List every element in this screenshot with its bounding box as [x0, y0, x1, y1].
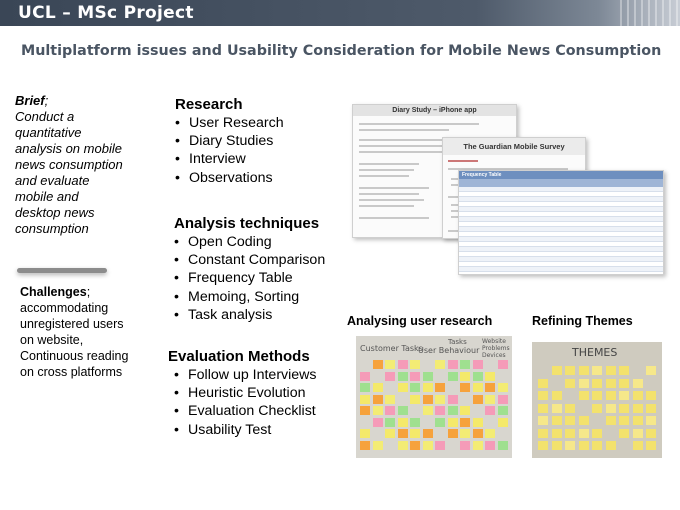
sticky-note: [606, 391, 616, 400]
sticky-note: [360, 406, 370, 415]
sticky-note: [633, 416, 643, 425]
sticky-note: [385, 406, 395, 415]
sticky-note: [579, 379, 589, 388]
sticky-note: [498, 406, 508, 415]
challenges-block: Challenges; accommodating unregistered users on website, Continuous reading on cross platforms: [20, 285, 129, 379]
sticky-note: [473, 360, 483, 369]
research-heading: Research: [175, 96, 243, 113]
sticky-note: [373, 441, 383, 450]
sticky-note: [538, 404, 548, 413]
sticky-note: [385, 395, 395, 404]
wall-label: Customer Tasks: [360, 344, 423, 353]
sticky-note: [385, 360, 395, 369]
list-item: • Open Coding: [174, 234, 272, 250]
sticky-note: [435, 441, 445, 450]
sticky-note: [498, 360, 508, 369]
sticky-note: [460, 441, 470, 450]
sticky-note: [633, 441, 643, 450]
sticky-note: [619, 379, 629, 388]
sticky-note: [485, 441, 495, 450]
list-item: • User Research: [175, 115, 284, 131]
sticky-note: [435, 383, 445, 392]
analysing-research-photo: [356, 336, 512, 458]
evaluation-section: [168, 348, 317, 439]
sticky-note: [592, 366, 602, 375]
sticky-note: [646, 416, 656, 425]
sticky-note: [485, 395, 495, 404]
sticky-note: [460, 406, 470, 415]
sticky-note: [633, 379, 643, 388]
sticky-note: [606, 441, 616, 450]
sticky-note: [579, 429, 589, 438]
divider: [17, 268, 107, 273]
sticky-note: [565, 441, 575, 450]
sticky-note: [498, 383, 508, 392]
analysis-heading: Analysis techniques: [174, 215, 320, 232]
sticky-note: [485, 429, 495, 438]
sticky-note: [579, 441, 589, 450]
sticky-note: [435, 395, 445, 404]
research-section: [175, 96, 284, 187]
sticky-note: [435, 406, 445, 415]
sticky-note: [398, 360, 408, 369]
sticky-note: [423, 441, 433, 450]
sticky-note: [565, 429, 575, 438]
sticky-note: [360, 429, 370, 438]
sticky-note: [485, 383, 495, 392]
sticky-note: [619, 391, 629, 400]
sticky-note: [410, 372, 420, 381]
brief-label: Brief: [15, 93, 45, 108]
themes-label: THEMES: [572, 346, 618, 359]
wall-label: Website Problems Devices: [482, 338, 510, 359]
sticky-note: [360, 383, 370, 392]
sticky-note: [460, 360, 470, 369]
sticky-note: [538, 416, 548, 425]
sticky-note: [410, 429, 420, 438]
sticky-note: [448, 406, 458, 415]
sticky-note: [410, 360, 420, 369]
sticky-note: [592, 379, 602, 388]
sticky-note: [579, 366, 589, 375]
evaluation-list: [174, 366, 317, 439]
sticky-note: [435, 418, 445, 427]
sticky-note: [410, 395, 420, 404]
title-bar-decoration: [620, 0, 680, 26]
sticky-note: [410, 418, 420, 427]
sticky-note: [606, 404, 616, 413]
title-bar: [0, 0, 680, 26]
analysing-caption: Analysing user research: [347, 314, 493, 328]
frequency-table-row: [459, 272, 663, 275]
sticky-note: [473, 429, 483, 438]
page-title: UCL – MSc Project: [18, 3, 194, 23]
sticky-note: [373, 418, 383, 427]
sticky-note: [552, 441, 562, 450]
list-item: • Task analysis: [174, 306, 273, 323]
sticky-note: [423, 372, 433, 381]
analysis-list: [174, 233, 325, 324]
sticky-note: [423, 429, 433, 438]
sticky-note: [606, 366, 616, 375]
sticky-note: [460, 372, 470, 381]
sticky-note: [619, 416, 629, 425]
sticky-note: [619, 366, 629, 375]
analysis-section: [174, 215, 325, 324]
sticky-note: [633, 391, 643, 400]
list-item: • Memoing, Sorting: [174, 288, 300, 305]
list-item: • Diary Studies: [175, 133, 274, 150]
wall-label: Tasks: [448, 338, 467, 346]
sticky-note: [360, 441, 370, 450]
sticky-note: [423, 383, 433, 392]
sticky-note: [460, 429, 470, 438]
sticky-note: [498, 441, 508, 450]
sticky-note: [579, 416, 589, 425]
sticky-note: [385, 429, 395, 438]
sticky-note: [579, 391, 589, 400]
list-item: • Interview: [175, 151, 246, 168]
sticky-note: [360, 395, 370, 404]
sticky-note: [398, 372, 408, 381]
sticky-note: [552, 416, 562, 425]
sticky-note: [606, 379, 616, 388]
sticky-note: [473, 418, 483, 427]
sticky-note: [552, 404, 562, 413]
sticky-note: [373, 383, 383, 392]
sticky-note: [646, 366, 656, 375]
page-subtitle: Multiplatform issues and Usability Consideration for Mobile News Consumption: [21, 43, 662, 59]
sticky-note: [592, 404, 602, 413]
sticky-note: [410, 383, 420, 392]
sticky-note: [646, 441, 656, 450]
sticky-note: [485, 372, 495, 381]
list-item: • Usability Test: [174, 421, 272, 438]
sticky-note: [592, 391, 602, 400]
sticky-note: [538, 441, 548, 450]
sticky-note: [565, 379, 575, 388]
sticky-note: [423, 395, 433, 404]
list-item: • Frequency Table: [174, 270, 293, 287]
diary-study-title: Diary Study – iPhone app: [353, 105, 516, 116]
sticky-note: [552, 391, 562, 400]
sticky-note: [448, 418, 458, 427]
list-item: • Follow up Interviews: [174, 367, 317, 383]
sticky-note: [448, 395, 458, 404]
sticky-note: [398, 441, 408, 450]
sticky-note: [619, 429, 629, 438]
sticky-note: [385, 372, 395, 381]
refining-caption: Refining Themes: [532, 314, 633, 328]
sticky-note: [460, 383, 470, 392]
sticky-note: [633, 429, 643, 438]
sticky-note: [498, 395, 508, 404]
brief-block: Brief; Conduct a quantitative analysis on mobile news consumption and evaluate mobile and desktop news consumption: [15, 93, 123, 236]
sticky-note: [448, 360, 458, 369]
sticky-note: [373, 360, 383, 369]
sticky-note: [473, 383, 483, 392]
sticky-note: [385, 418, 395, 427]
frequency-table-title: Frequency Table: [459, 171, 663, 179]
list-item: • Observations: [175, 169, 273, 186]
sticky-note: [592, 441, 602, 450]
list-item: • Heuristic Evolution: [174, 385, 306, 402]
sticky-note: [448, 429, 458, 438]
sticky-note: [646, 391, 656, 400]
sticky-note: [398, 383, 408, 392]
sticky-note: [435, 360, 445, 369]
refining-themes-photo: [532, 342, 662, 458]
sticky-note: [552, 366, 562, 375]
research-list: [175, 114, 284, 187]
sticky-note: [460, 418, 470, 427]
sticky-note: [373, 406, 383, 415]
sticky-note: [398, 406, 408, 415]
sticky-note: [398, 418, 408, 427]
sticky-note: [498, 418, 508, 427]
sticky-note: [565, 404, 575, 413]
list-item: • Constant Comparison: [174, 252, 326, 269]
sticky-note: [646, 429, 656, 438]
sticky-note: [606, 416, 616, 425]
sticky-note: [473, 372, 483, 381]
survey-title: The Guardian Mobile Survey: [443, 138, 585, 155]
evaluation-heading: Evaluation Methods: [168, 348, 310, 365]
sticky-note: [373, 395, 383, 404]
sticky-note: [538, 429, 548, 438]
sticky-note: [592, 429, 602, 438]
sticky-note: [398, 429, 408, 438]
sticky-note: [565, 366, 575, 375]
sticky-note: [448, 372, 458, 381]
sticky-note: [552, 429, 562, 438]
list-item: • Evaluation Checklist: [174, 403, 316, 420]
sticky-note: [565, 416, 575, 425]
sticky-note: [538, 379, 548, 388]
sticky-note: [473, 395, 483, 404]
sticky-note: [473, 441, 483, 450]
brief-text: Conduct a quantitative analysis on mobile news consumption and evaluate mobile and desktop news consumption: [15, 109, 123, 236]
sticky-note: [633, 404, 643, 413]
frequency-table-screenshot: [458, 170, 664, 275]
sticky-note: [619, 404, 629, 413]
sticky-note: [646, 404, 656, 413]
challenges-label: Challenges: [20, 285, 87, 299]
wall-label: User Behaviour: [418, 346, 480, 355]
challenges-text: accommodating unregistered users on website, Continuous reading on cross platforms: [20, 301, 129, 379]
sticky-note: [485, 406, 495, 415]
frequency-table-rows: [459, 187, 663, 275]
sticky-note: [360, 372, 370, 381]
sticky-note: [538, 391, 548, 400]
sticky-note: [410, 441, 420, 450]
sticky-note: [423, 406, 433, 415]
